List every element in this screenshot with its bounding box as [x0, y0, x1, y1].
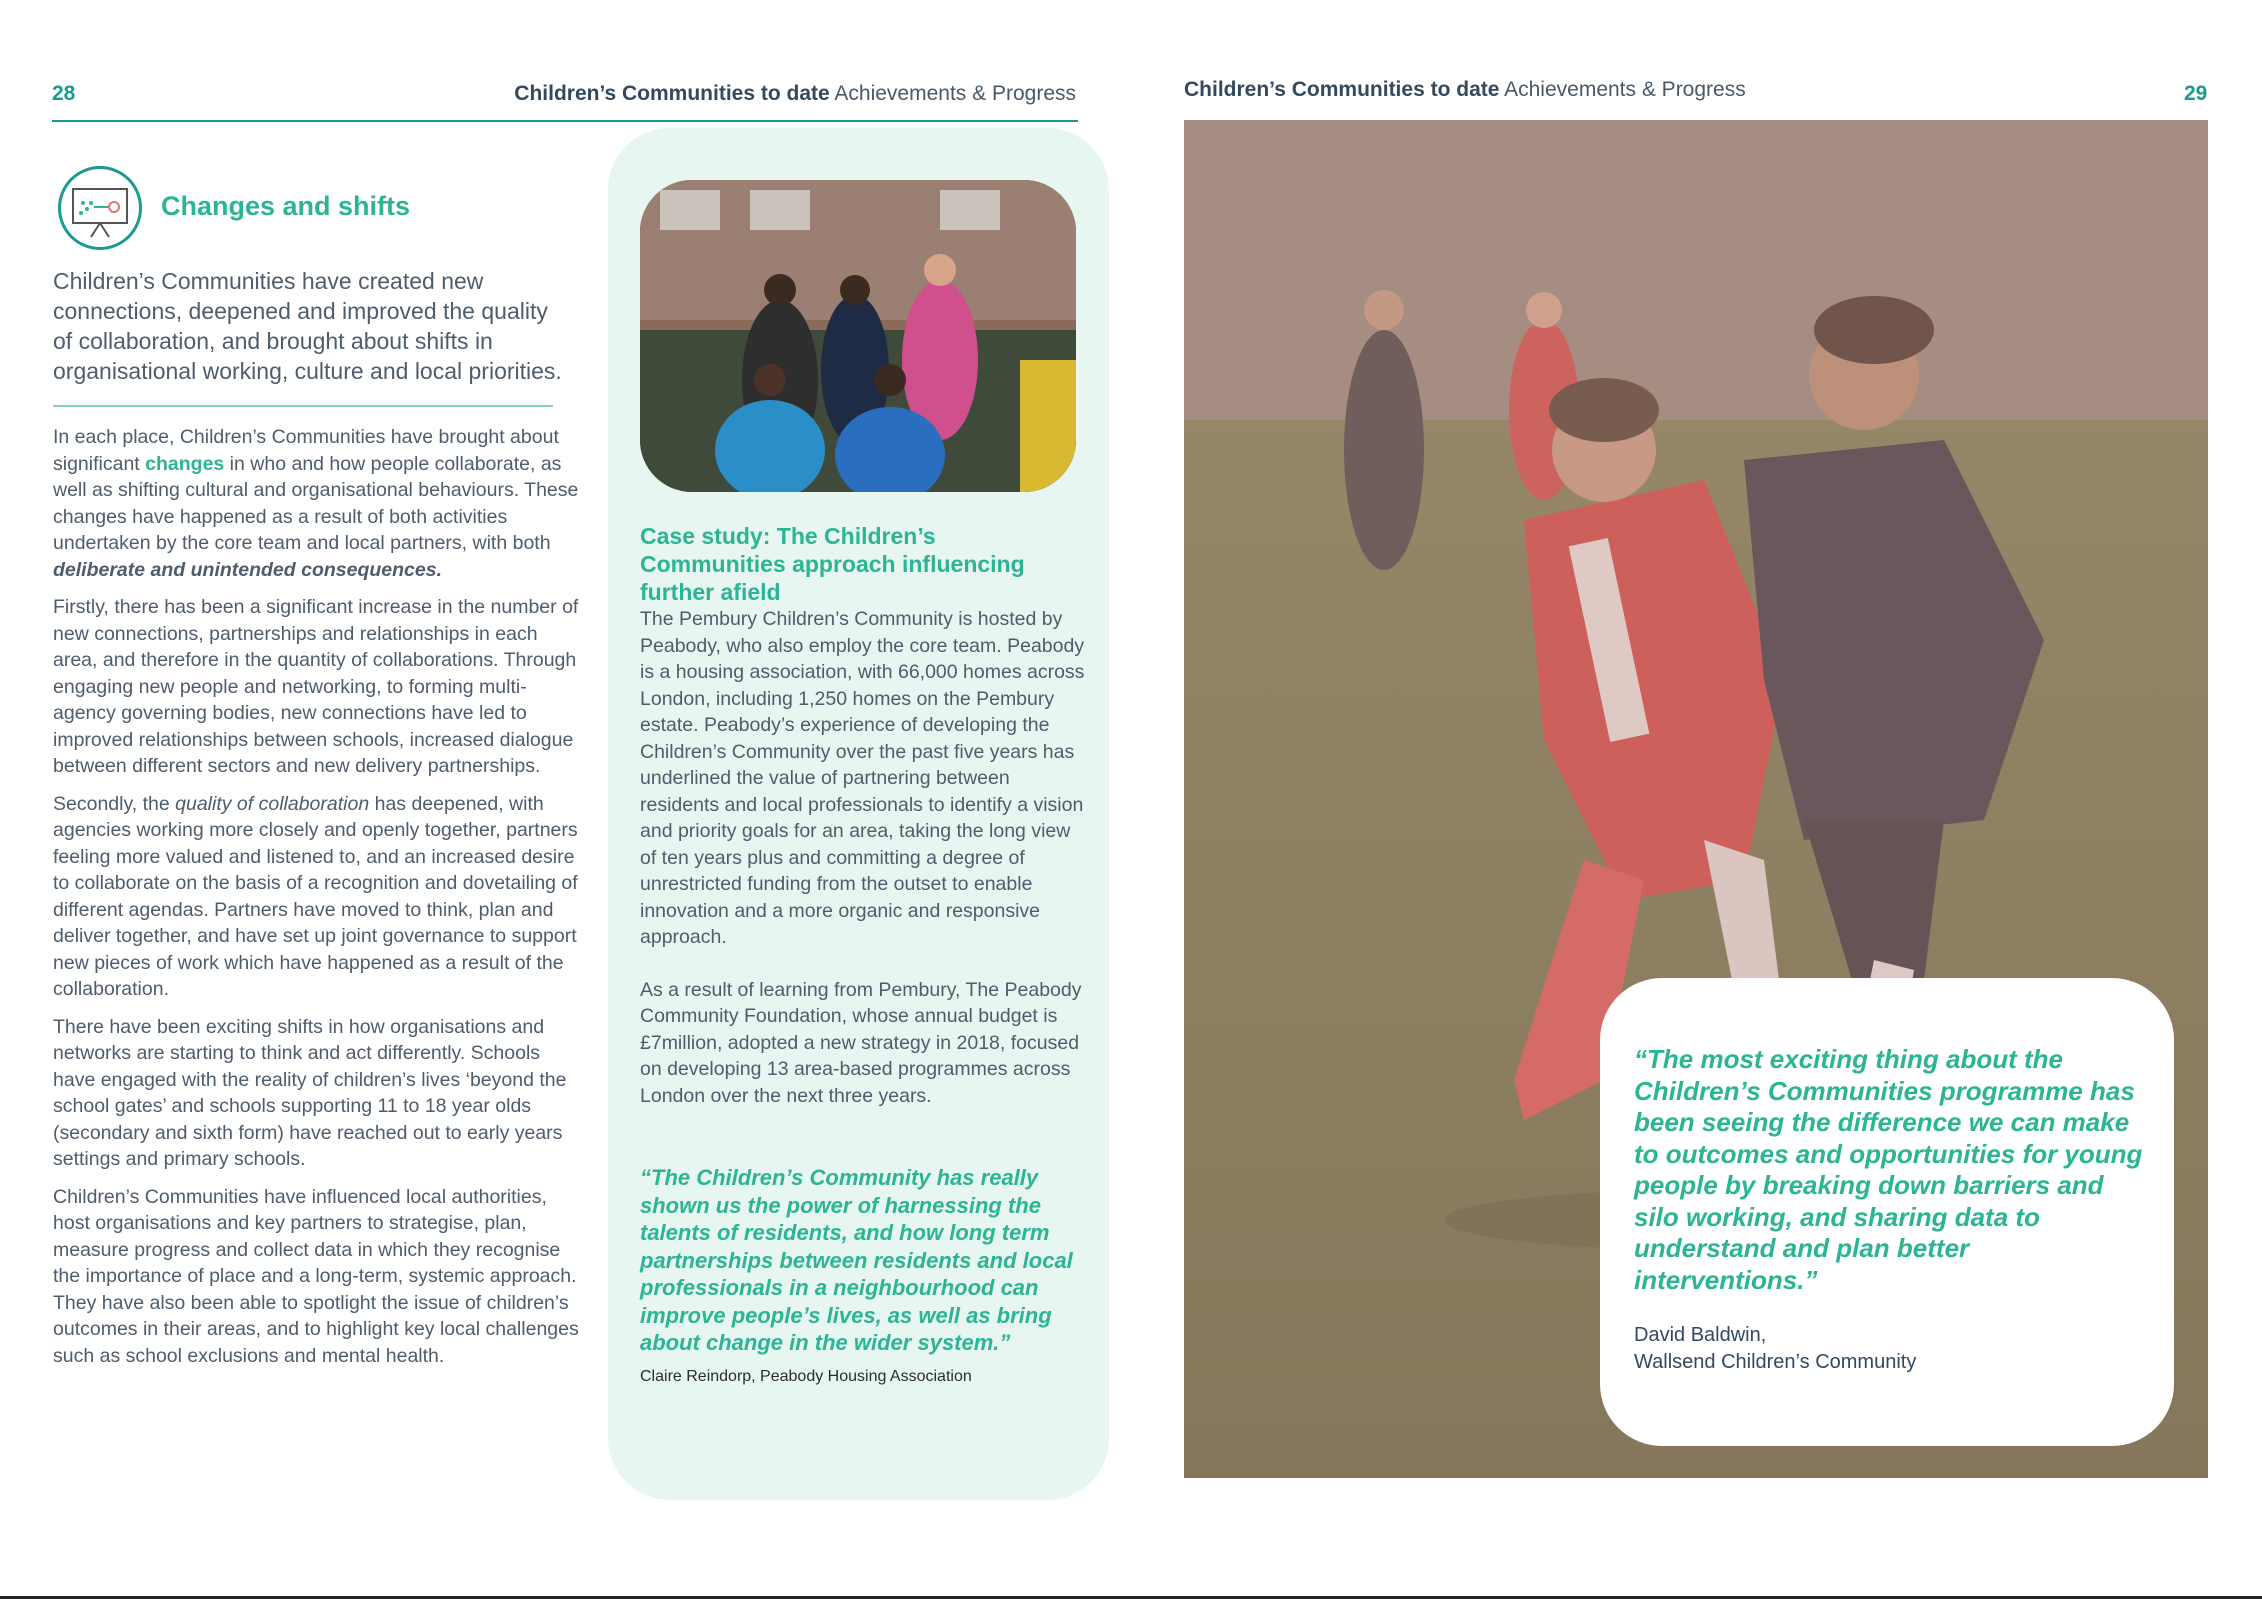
pull-quote: “The most exciting thing about the Children’s Communities programme has been seeing the difference we can make to outcomes and opportunities for young people by breaking down barriers and silo working, and sharing data to understand and plan better interventions.”: [1634, 1044, 2143, 1295]
presentation-board-icon: [58, 166, 142, 250]
bottom-edge-line: [0, 1596, 2262, 1599]
residents-group-photo: [640, 180, 1076, 492]
p3-text-a: Secondly, the: [53, 792, 176, 815]
page-number-right: 29: [2184, 82, 2208, 105]
running-head-left: [514, 82, 1076, 106]
quote-attribution-name: David Baldwin,: [1634, 1324, 1767, 1346]
body-paragraph-5: Children’s Communities have influenced local authorities, host organisations and key partners to strategise, plan, measure progress and collect data in which they recognise the importance of place and a long-term, systemic approach. They have also been able to spotlight the issue of children’s outcomes in their areas, and to highlight key local challenges such as school exclusions and mental health.: [53, 1185, 579, 1367]
p3-text-b: has deepened, with agencies working more closely and openly together, partners feeling more valued and listened to, and an increased desire to collaborate on the basis of a recognition and dovetailing of different agendas. Partners have moved to think, plan and deliver together, and have set up joint governance to support new pieces of work which have happened as a result of the collaboration.: [53, 792, 578, 1000]
body-paragraph-2: Firstly, there has been a significant increase in the number of new connections, partnerships and relationships in each area, and therefore in the quantity of collaborations. Through engaging new people and networking, to forming multi-agency governing bodies, new connections have led to improved relationships between schools, increased dialogue between different sectors and new delivery partnerships.: [53, 596, 579, 777]
running-head-left-regular: Achievements & Progress: [834, 82, 1076, 105]
p1-text-a: In each place, Children’s Communities have brought about significant: [53, 426, 559, 475]
case-study-body: [640, 606, 1085, 1135]
header-rule-left: [52, 120, 1078, 122]
body-paragraph-3: [53, 791, 583, 1003]
running-head-right: [1184, 78, 1746, 102]
case-study-quote: “The Children’s Community has really shown us the power of harnessing the talents of residents, and how long term partnerships between residents and local professionals in a neighbourhood can improve people’s lives, as well as bring about change in the wider system.”: [640, 1165, 1073, 1355]
body-paragraph-1: [53, 424, 583, 583]
running-head-right-regular: Achievements & Progress: [1504, 78, 1746, 101]
section-title: Changes and shifts: [161, 191, 411, 221]
case-study-paragraph-1: The Pembury Children’s Community is hosted by Peabody, who also employ the core team. Peabody is a housing association, with 66,000 homes across London, including 1,250 homes on the Pembury estate. Peabody’s experience of developing the Children’s Community over the past five years has underlined the value of partnering between residents and local professionals to identify a vision and priority goals for an area, taking the long view of ten years plus and committing a degree of unrestricted funding from the outset to enable innovation and a more organic and responsive approach.: [640, 608, 1085, 948]
case-study-attribution: Claire Reindorp, Peabody Housing Association: [640, 1368, 972, 1385]
running-head-left-bold: Children’s Communities to date: [514, 82, 830, 105]
case-study-paragraph-2: As a result of learning from Pembury, The Peabody Community Foundation, whose annual budget is £7million, adopted a new strategy in 2018, focused on developing 13 area-based programmes across London over the next three years.: [640, 978, 1082, 1107]
p1-highlight: changes: [145, 452, 225, 475]
running-head-right-bold: Children’s Communities to date: [1184, 78, 1500, 101]
quote-attribution: [1634, 1322, 1916, 1376]
p1-emphasis: deliberate and unintended consequences.: [53, 558, 443, 581]
p3-emphasis: quality of collaboration: [175, 792, 370, 815]
case-study-title: Case study: The Children’s Communities approach influencing further afield: [640, 523, 1025, 605]
body-paragraph-4: There have been exciting shifts in how organisations and networks are starting to think and act differently. Schools have engaged with the reality of children’s lives ‘beyond the school gates’ and schools supporting 11 to 18 year olds (secondary and sixth form) have reached out to early years settings and primary schools.: [53, 1015, 567, 1170]
body-text: [53, 424, 583, 1380]
page-number-left: 28: [52, 82, 76, 105]
p1-text-b: in who and how people collaborate, as well as shifting cultural and organisational behaviours. These changes have happened as a result of both activities undertaken by the core team and local partners, with both: [53, 452, 579, 554]
quote-attribution-org: Wallsend Children’s Community: [1634, 1351, 1917, 1373]
intro-rule: [53, 405, 553, 407]
section-intro: Children’s Communities have created new connections, deepened and improved the quality of collaboration, and brought about shifts in organisational working, culture and local priorities.: [53, 268, 562, 384]
